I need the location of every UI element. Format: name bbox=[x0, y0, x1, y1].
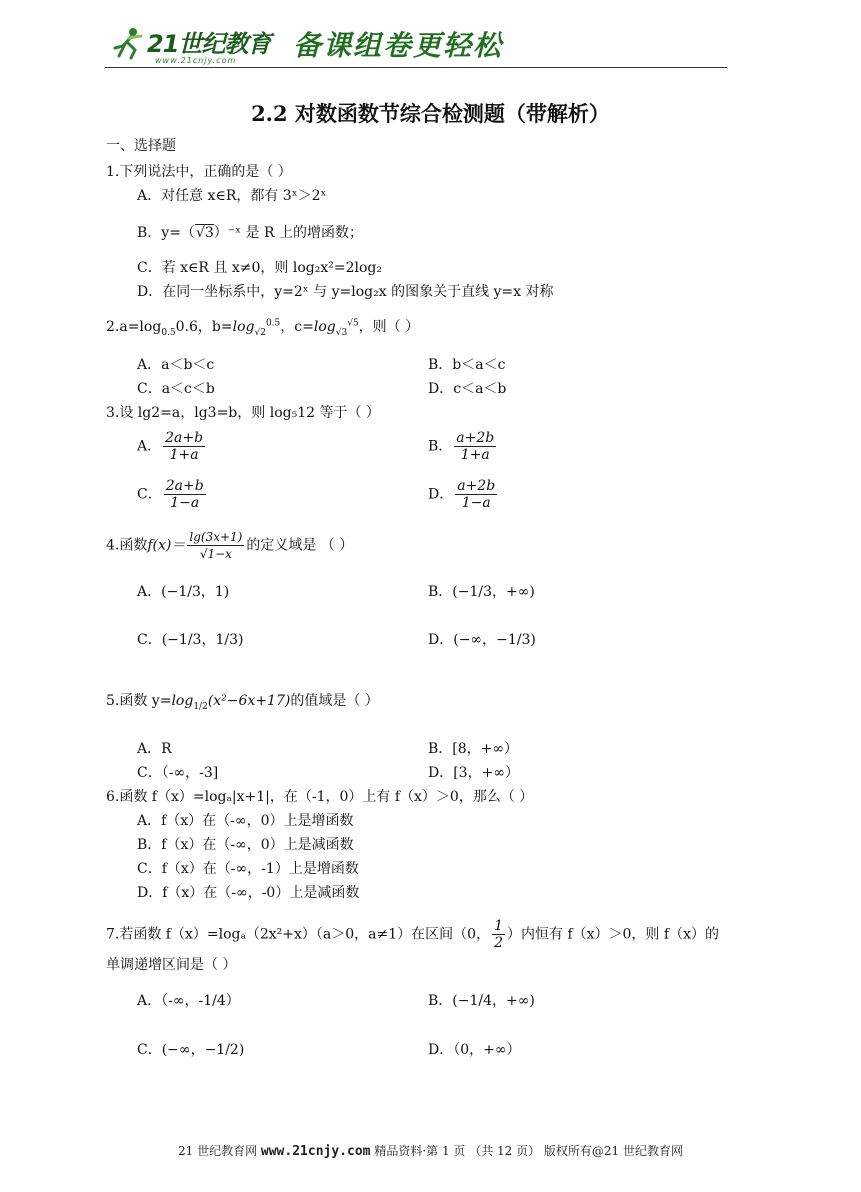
footer-site-name: 21 世纪教育网 bbox=[177, 1144, 258, 1158]
q4-stem: 4.函数f(x)＝ $\frac{\lg(3x+1)}{√1-x}$ 的定义域是 （ ） bbox=[106, 530, 354, 561]
q2-option-a: A．a＜b＜c bbox=[137, 357, 215, 373]
page-header bbox=[105, 20, 727, 72]
q4-option-b: B．(−1/3，+∞) bbox=[428, 584, 535, 600]
page-footer bbox=[0, 1142, 861, 1159]
section-heading: 一、选择题 bbox=[106, 138, 176, 154]
q1-option-c: C．若 x∈R 且 x≠0，则 log₂x²=2log₂ bbox=[137, 260, 382, 276]
q2-option-c: C．a＜c＜b bbox=[137, 381, 215, 397]
q5-option-d: D．[3，+∞） bbox=[428, 765, 519, 781]
q5-option-b: B．[8，+∞） bbox=[428, 741, 519, 757]
q3-stem: 3.设 lg2=a，lg3=b，则 log₅12 等于（ ） bbox=[106, 405, 380, 421]
q2-option-d: D．c＜a＜b bbox=[428, 381, 507, 397]
footer-page-info: 精品资料·第 1 页 （共 12 页） 版权所有@21 世纪教育网 bbox=[374, 1144, 684, 1158]
q1-option-a: A．对任意 x∈R，都有 3ˣ＞2ˣ bbox=[137, 188, 327, 204]
q1-option-d: D．在同一坐标系中，y=2ˣ 与 y=log₂x 的图象关于直线 y=x 对称 bbox=[137, 284, 554, 300]
q4-option-c: C．(−1/3，1/3) bbox=[137, 632, 244, 648]
q6-option-d: D．f（x）在（-∞，-0）上是减函数 bbox=[137, 885, 360, 901]
q3-option-a: A． $\frac{2a+b}{1+a}$ bbox=[137, 430, 204, 463]
q6-stem: 6.函数 f（x）=logₐ|x+1|，在（-1，0）上有 f（x）＞0，那么（ ） bbox=[106, 789, 534, 805]
q3-option-d: D． $\frac{a+2b}{1-a}$ bbox=[428, 478, 496, 511]
q7-stem-line2: 单调递增区间是（ ） bbox=[106, 957, 237, 973]
q6-option-c: C．f（x）在（-∞，-1）上是增函数 bbox=[137, 861, 359, 877]
q4-option-d: D．(−∞，−1/3) bbox=[428, 632, 536, 648]
q4-option-a: A．(−1/3，1) bbox=[137, 584, 230, 600]
runner-logo-icon bbox=[111, 26, 147, 60]
logo-text: 21世纪教育 bbox=[147, 30, 271, 58]
q7-option-b: B．(−1/4，+∞) bbox=[428, 993, 535, 1009]
footer-url[interactable]: www.21cnjy.com bbox=[260, 1144, 371, 1159]
q3-option-c: C． $\frac{2a+b}{1-a}$ bbox=[137, 478, 204, 511]
q5-option-a: A．R bbox=[137, 741, 172, 757]
q3-option-b: B． $\frac{a+2b}{1+a}$ bbox=[428, 430, 495, 463]
q1-stem: 1.下列说法中，正确的是（ ） bbox=[106, 164, 292, 180]
header-divider bbox=[105, 67, 727, 68]
q1-option-b: B．y=（√3）⁻ˣ 是 R 上的增函数； bbox=[137, 225, 363, 241]
header-slogan: 备课组卷更轻松 bbox=[293, 29, 504, 62]
q5-option-c: C．（-∞，-3] bbox=[137, 765, 219, 781]
page-title: 2.2 对数函数节综合检测题（带解析） bbox=[251, 101, 610, 126]
q5-stem: 5.函数 $y=\log_{1/2}(x^2-6x+17)$的值域是（ ） bbox=[106, 693, 379, 712]
q2-stem: $2.a=\log_{0.5}0.6$，$b=\log_{√2}^{0.5}$，$c=\log_{√3}^{√5}$，则（ ） bbox=[106, 318, 420, 338]
q7-option-c: C．(−∞，−1/2) bbox=[137, 1042, 245, 1058]
q7-option-d: D．（0，+∞） bbox=[428, 1042, 521, 1058]
q7-stem: 7.若函数 f（x）=logₐ（2x²+x）（a＞0，a≠1）在区间（0， $\frac{1}{2}$ ）内恒有 f（x）＞0，则 f（x）的 bbox=[106, 918, 719, 951]
q2-option-b: B．b＜a＜c bbox=[428, 357, 506, 373]
q6-option-a: A．f（x）在（-∞，0）上是增函数 bbox=[137, 813, 354, 829]
q6-option-b: B．f（x）在（-∞，0）上是减函数 bbox=[137, 837, 354, 853]
logo-url: www.21cnjy.com bbox=[155, 56, 237, 65]
q7-option-a: A．（-∞，-1/4） bbox=[137, 993, 240, 1009]
